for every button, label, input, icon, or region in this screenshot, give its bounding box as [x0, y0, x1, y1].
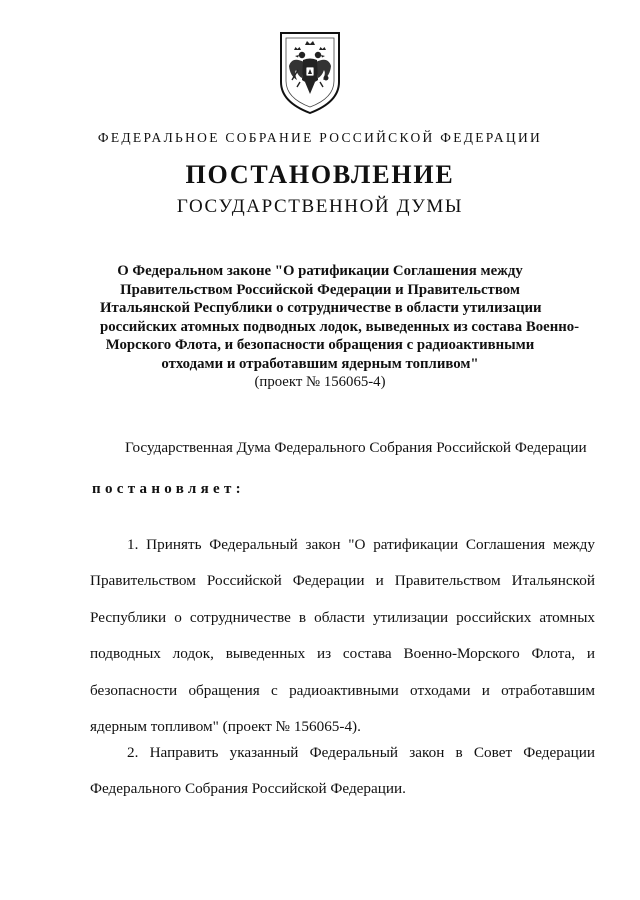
subject-line: отходами и отработавшим ядерным топливом" — [161, 355, 479, 372]
assembly-name: ФЕДЕРАЛЬНОЕ СОБРАНИЕ РОССИЙСКОЙ ФЕДЕРАЦИИ — [97, 130, 543, 145]
subject-line: Правительством Российской Федерации и Правительством — [120, 281, 520, 298]
paragraph-line: 2. Направить указанный Федеральный закон в Совет Федерации — [127, 744, 595, 761]
paragraph-line: 1. Принять Федеральный закон "О ратификации Соглашения между — [127, 536, 595, 553]
coat-of-arms-icon — [278, 30, 342, 116]
paragraph-line: Правительством Российской Федерации и Правительством Итальянской — [90, 572, 595, 590]
subject-line: российских атомных подводных лодок, выведенных из состава Военно- — [100, 318, 580, 335]
paragraph-line: Республики о сотрудничестве в области утилизации российских атомных — [90, 608, 595, 626]
paragraph-line: безопасности обращения с радиоактивными отходами и отработавшим — [90, 681, 595, 699]
resolves-word: постановляет: — [92, 481, 245, 497]
subject-line: О Федеральном законе "О ратификации Соглашения между — [117, 263, 523, 279]
paragraph-line: Федерального Собрания Российской Федерации. — [90, 780, 406, 798]
document-title: ПОСТАНОВЛЕНИЕ — [185, 160, 455, 189]
paragraph-line: подводных лодок, выведенных из состава Военно-Морского Флота, и — [90, 645, 595, 663]
preamble: Государственная Дума Федерального Собрания Российской Федерации — [125, 439, 587, 456]
paragraph-line: ядерным топливом" (проект № 156065-4). — [90, 717, 361, 735]
project-number: (проект № 156065-4) — [254, 374, 386, 390]
subject-heading — [100, 262, 580, 374]
subject-line: Итальянской Республики о сотрудничестве в области утилизации — [100, 300, 542, 317]
paragraph-2 — [90, 735, 595, 808]
paragraph-1 — [90, 527, 595, 745]
document-subtitle: ГОСУДАРСТВЕННОЙ ДУМЫ — [176, 196, 464, 217]
subject-line: Морского Флота, и безопасности обращения с радиоактивными — [105, 337, 535, 354]
